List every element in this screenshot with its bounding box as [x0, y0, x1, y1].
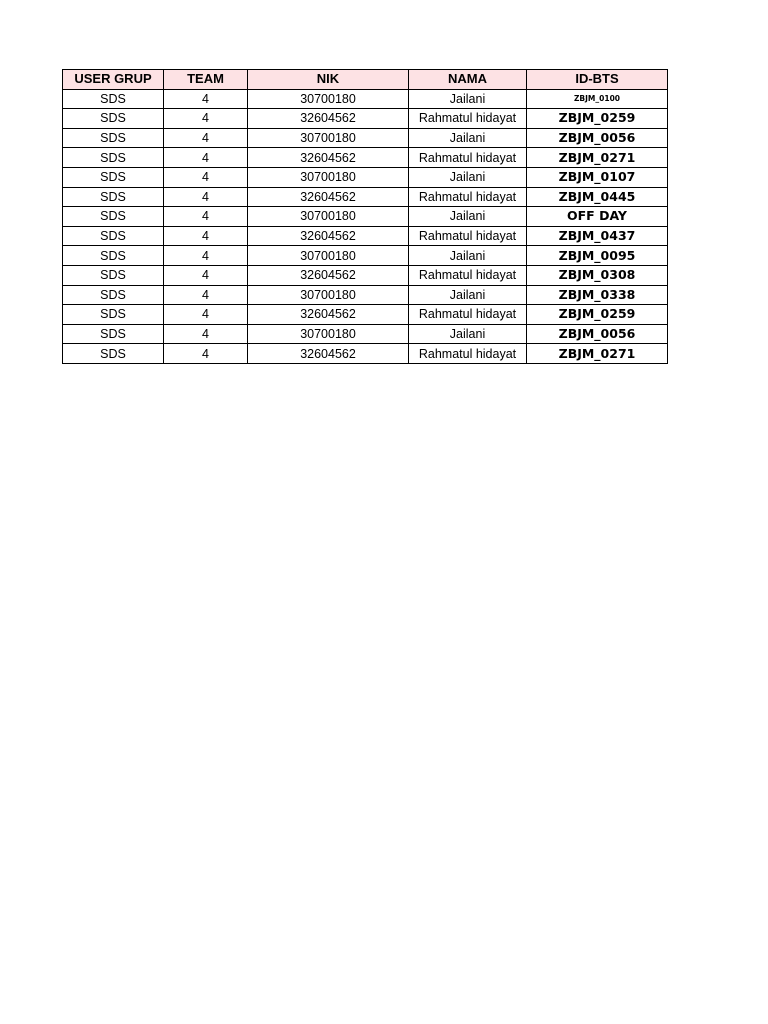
cell-nama[interactable]: Rahmatul hidayat	[409, 148, 527, 168]
cell-team[interactable]: 4	[164, 109, 248, 129]
cell-user-grup[interactable]: SDS	[63, 109, 164, 129]
cell-id-bts[interactable]: ZBJM_0107	[527, 167, 668, 187]
cell-user-grup[interactable]: SDS	[63, 324, 164, 344]
cell-id-bts[interactable]: ZBJM_0437	[527, 226, 668, 246]
cell-nik[interactable]: 30700180	[248, 128, 409, 148]
cell-nik[interactable]: 32604562	[248, 187, 409, 207]
header-nik[interactable]: NIK	[248, 70, 409, 90]
cell-nik[interactable]: 32604562	[248, 305, 409, 325]
cell-nik[interactable]: 30700180	[248, 89, 409, 109]
cell-nik[interactable]: 30700180	[248, 207, 409, 227]
cell-user-grup[interactable]: SDS	[63, 344, 164, 364]
cell-id-bts[interactable]: ZBJM_0338	[527, 285, 668, 305]
cell-nama[interactable]: Rahmatul hidayat	[409, 109, 527, 129]
cell-id-bts[interactable]: ZBJM_0056	[527, 324, 668, 344]
cell-nama[interactable]: Jailani	[409, 285, 527, 305]
table-row	[63, 89, 668, 109]
table-row	[63, 285, 668, 305]
spreadsheet-table	[62, 69, 668, 364]
table-row	[63, 187, 668, 207]
cell-user-grup[interactable]: SDS	[63, 128, 164, 148]
header-id-bts[interactable]: ID-BTS	[527, 70, 668, 90]
cell-nik[interactable]: 30700180	[248, 246, 409, 266]
cell-id-bts[interactable]: OFF DAY	[527, 207, 668, 227]
cell-nik[interactable]: 32604562	[248, 148, 409, 168]
cell-nama[interactable]: Rahmatul hidayat	[409, 344, 527, 364]
cell-team[interactable]: 4	[164, 128, 248, 148]
cell-team[interactable]: 4	[164, 207, 248, 227]
table-body	[63, 89, 668, 363]
table-row	[63, 148, 668, 168]
cell-team[interactable]: 4	[164, 187, 248, 207]
cell-team[interactable]: 4	[164, 265, 248, 285]
cell-user-grup[interactable]: SDS	[63, 305, 164, 325]
cell-nama[interactable]: Jailani	[409, 207, 527, 227]
cell-team[interactable]: 4	[164, 246, 248, 266]
cell-nik[interactable]: 30700180	[248, 324, 409, 344]
cell-nik[interactable]: 32604562	[248, 265, 409, 285]
cell-user-grup[interactable]: SDS	[63, 187, 164, 207]
cell-team[interactable]: 4	[164, 305, 248, 325]
cell-id-bts[interactable]: ZBJM_0271	[527, 148, 668, 168]
cell-id-bts[interactable]: ZBJM_0445	[527, 187, 668, 207]
header-nama[interactable]: NAMA	[409, 70, 527, 90]
cell-nik[interactable]: 32604562	[248, 109, 409, 129]
table-row	[63, 344, 668, 364]
cell-team[interactable]: 4	[164, 148, 248, 168]
cell-user-grup[interactable]: SDS	[63, 265, 164, 285]
cell-id-bts[interactable]: ZBJM_0259	[527, 109, 668, 129]
cell-user-grup[interactable]: SDS	[63, 207, 164, 227]
cell-id-bts[interactable]: ZBJM_0095	[527, 246, 668, 266]
cell-user-grup[interactable]: SDS	[63, 226, 164, 246]
cell-user-grup[interactable]: SDS	[63, 167, 164, 187]
cell-nik[interactable]: 32604562	[248, 226, 409, 246]
cell-nama[interactable]: Jailani	[409, 89, 527, 109]
cell-id-bts[interactable]: ZBJM_0259	[527, 305, 668, 325]
cell-user-grup[interactable]: SDS	[63, 89, 164, 109]
cell-team[interactable]: 4	[164, 89, 248, 109]
header-user-grup[interactable]: USER GRUP	[63, 70, 164, 90]
cell-id-bts[interactable]: ZBJM_0100	[527, 89, 668, 109]
cell-id-bts[interactable]: ZBJM_0308	[527, 265, 668, 285]
cell-user-grup[interactable]: SDS	[63, 285, 164, 305]
cell-nama[interactable]: Rahmatul hidayat	[409, 226, 527, 246]
cell-nama[interactable]: Rahmatul hidayat	[409, 305, 527, 325]
table-row	[63, 305, 668, 325]
cell-team[interactable]: 4	[164, 167, 248, 187]
cell-nik[interactable]: 32604562	[248, 344, 409, 364]
header-row	[63, 70, 668, 90]
cell-nik[interactable]: 30700180	[248, 167, 409, 187]
cell-nama[interactable]: Jailani	[409, 128, 527, 148]
cell-nik[interactable]: 30700180	[248, 285, 409, 305]
cell-nama[interactable]: Rahmatul hidayat	[409, 265, 527, 285]
cell-team[interactable]: 4	[164, 324, 248, 344]
header-team[interactable]: TEAM	[164, 70, 248, 90]
cell-id-bts[interactable]: ZBJM_0056	[527, 128, 668, 148]
cell-team[interactable]: 4	[164, 285, 248, 305]
cell-id-bts[interactable]: ZBJM_0271	[527, 344, 668, 364]
table-row	[63, 128, 668, 148]
table-row	[63, 226, 668, 246]
cell-team[interactable]: 4	[164, 344, 248, 364]
cell-nama[interactable]: Jailani	[409, 246, 527, 266]
table-row	[63, 167, 668, 187]
cell-nama[interactable]: Jailani	[409, 167, 527, 187]
cell-team[interactable]: 4	[164, 226, 248, 246]
cell-nama[interactable]: Jailani	[409, 324, 527, 344]
cell-nama[interactable]: Rahmatul hidayat	[409, 187, 527, 207]
cell-user-grup[interactable]: SDS	[63, 148, 164, 168]
table-row	[63, 109, 668, 129]
cell-user-grup[interactable]: SDS	[63, 246, 164, 266]
table-row	[63, 207, 668, 227]
table-row	[63, 246, 668, 266]
table-row	[63, 265, 668, 285]
table-row	[63, 324, 668, 344]
